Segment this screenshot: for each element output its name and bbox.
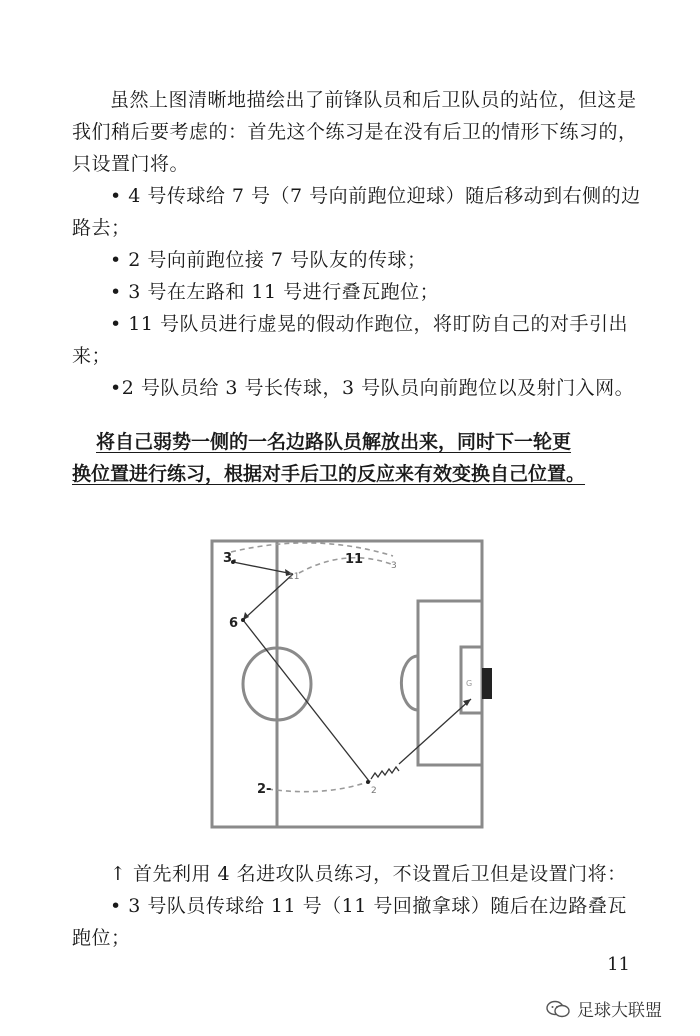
bullet-item: • 3 号在左路和 11 号进行叠瓦跑位； xyxy=(110,281,440,303)
heading-line-1: 将自己弱势一侧的一名边路队员解放出来，同时下一轮更 xyxy=(96,431,572,453)
label-player-6: 6 xyxy=(229,616,239,631)
player-2-marker xyxy=(366,780,370,784)
bullet-item: • 2 号向前跑位接 7 号队友的传球； xyxy=(110,249,427,271)
pass-line-6-to-2 xyxy=(243,620,369,781)
watermark xyxy=(545,996,662,1021)
label-player-2: 2- xyxy=(257,782,272,797)
label-goalkeeper: G xyxy=(466,679,473,688)
label-player-3: 3. xyxy=(223,551,237,566)
pass-line-3-to-11 xyxy=(233,562,293,574)
caption-line: ↑ 首先利用 4 名进攻队员练习，不设置后卫但是设置门将： xyxy=(110,863,627,885)
wechat-icon xyxy=(545,999,571,1019)
intro-paragraph: 虽然上图清晰地描绘出了前锋队员和后卫队员的站位，但这是我们稍后要考虑的：首先这个练习是在没有后卫的情形下练习的，只设置门将。 xyxy=(72,89,638,175)
dribble-path xyxy=(371,767,399,779)
shot-line xyxy=(399,699,471,764)
watermark-text: 足球大联盟 xyxy=(577,1001,662,1021)
label-player-3-destination: 3 xyxy=(391,561,397,571)
penalty-area xyxy=(418,601,482,765)
football-drill-diagram xyxy=(205,534,495,834)
label-player-11: 11 xyxy=(345,552,364,567)
label-player-11-start: 11 xyxy=(288,572,300,582)
pass-line-11-to-6 xyxy=(243,574,293,620)
player-2-run-path xyxy=(268,781,371,792)
section-heading xyxy=(72,426,636,490)
page-number: 11 xyxy=(607,954,630,975)
bullet-item: • 4 号传球给 7 号（7 号向前跑位迎球）随后移动到右侧的边路去； xyxy=(72,185,641,239)
goal xyxy=(482,668,492,699)
bullet-item: • 11 号队员进行虚晃的假动作跑位，将盯防自己的对手引出来； xyxy=(72,313,628,367)
player-3-run-path xyxy=(231,543,393,556)
penalty-arc xyxy=(401,656,418,710)
player-6-marker xyxy=(241,618,245,622)
label-player-2-destination: 2 xyxy=(371,786,377,796)
caption-bullet: • 3 号队员传球给 11 号（11 号回撤拿球）随后在边路叠瓦跑位； xyxy=(72,895,627,949)
bullet-item: •2 号队员给 3 号长传球，3 号队员向前跑位以及射门入网。 xyxy=(110,377,635,399)
heading-line-2: 换位置进行练习，根据对手后卫的反应来有效变换自己位置。 xyxy=(72,463,586,485)
pitch-boundary xyxy=(212,541,482,827)
